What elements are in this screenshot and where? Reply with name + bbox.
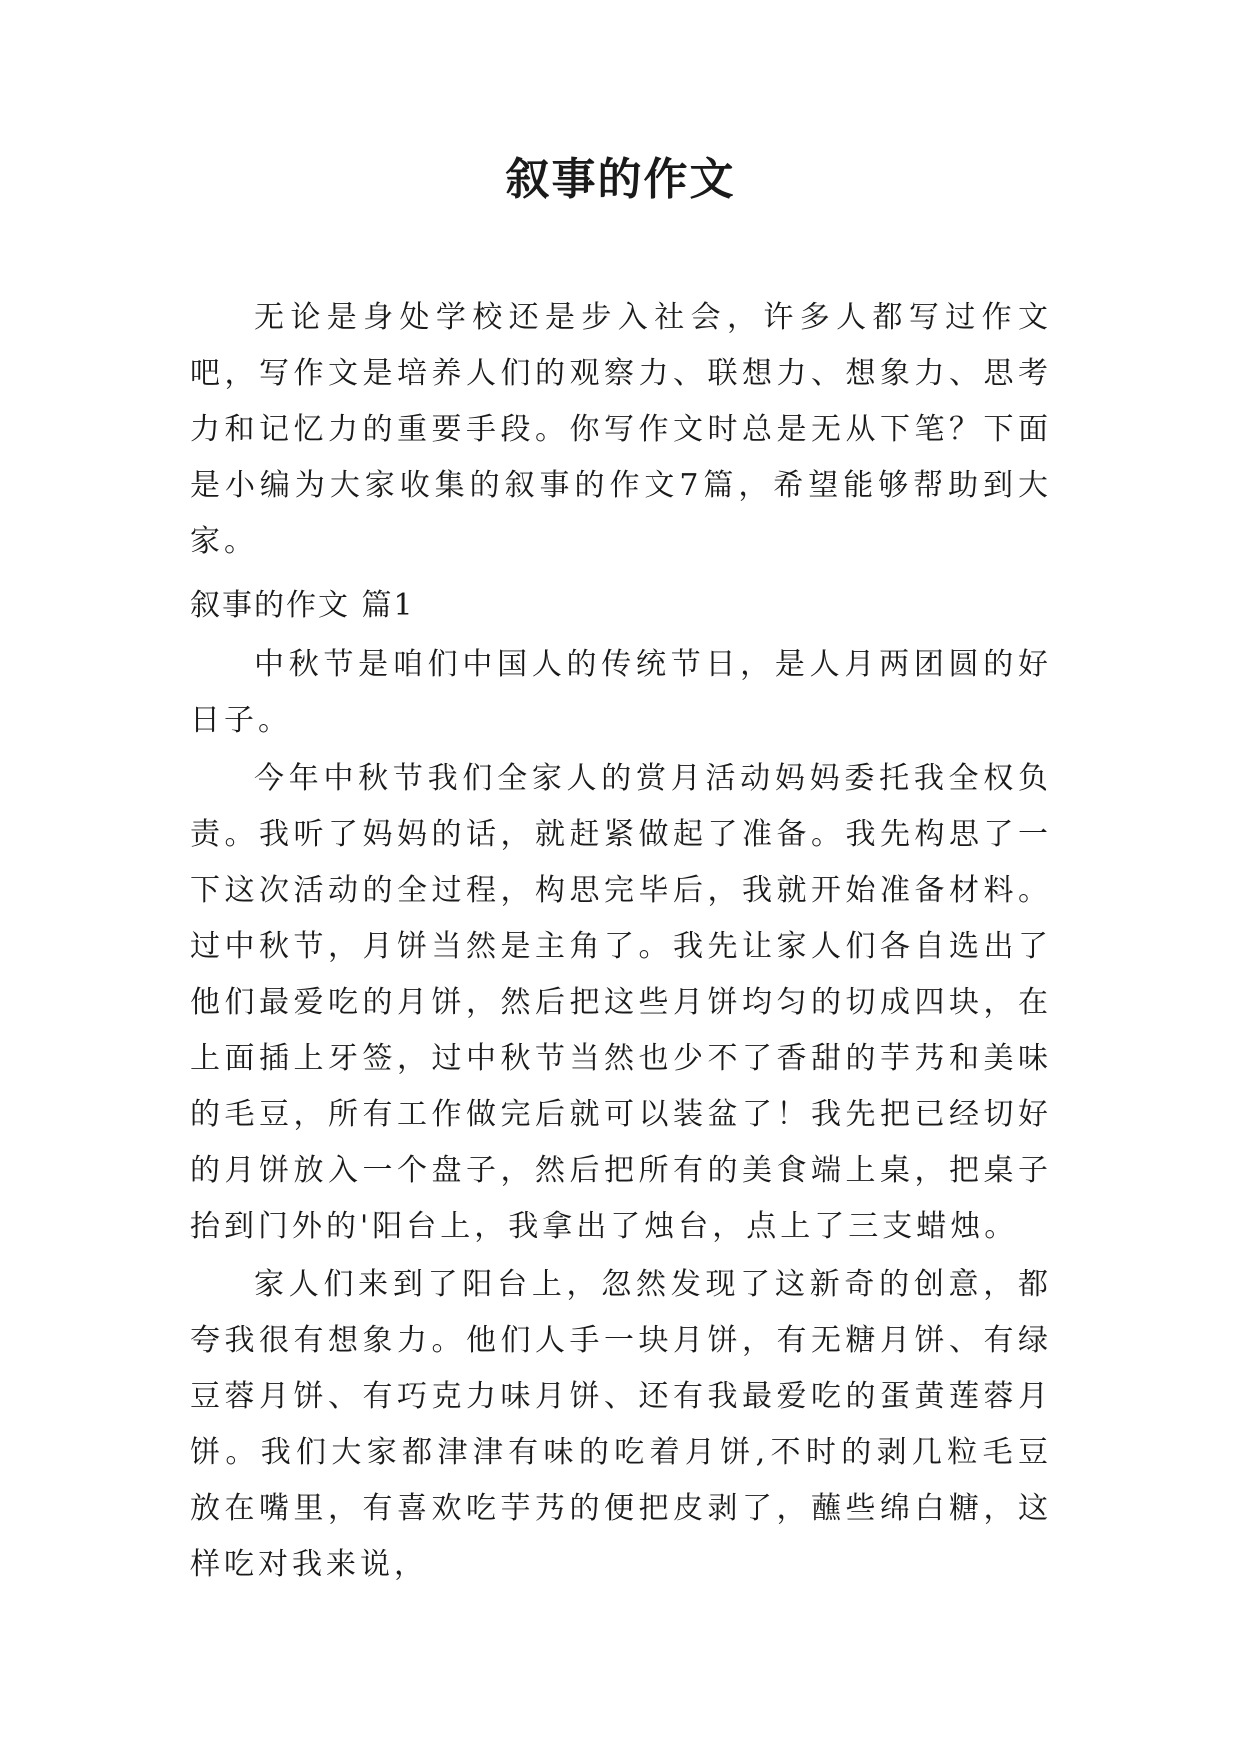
body-paragraph: 今年中秋节我们全家人的赏月活动妈妈委托我全权负责。我听了妈妈的话，就赶紧做起了准备。我先构思了一下这次活动的全过程，构思完毕后，我就开始准备材料。过中秋节，月饼当然是主角了。我先让家人们各自选出了他们最爱吃的月饼，然后把这些月饼均匀的切成四块，在上面插上牙签，过中秋节当然也少不了香甜的芋艿和美味的毛豆，所有工作做完后就可以装盆了！我先把已经切好的月饼放入一个盘子，然后把所有的美食端上桌，把桌子抬到门外的'阳台上，我拿出了烛台，点上了三支蜡烛。 bbox=[190, 761, 1052, 1244]
intro-paragraph: 无论是身处学校还是步入社会，许多人都写过作文吧，写作文是培养人们的观察力、联想力、想象力、思考力和记忆力的重要手段。你写作文时总是无从下笔？下面是小编为大家收集的叙事的作文7篇，希望能够帮助到大家。 bbox=[190, 300, 1052, 559]
section-heading: 叙事的作文 篇1 bbox=[190, 588, 415, 623]
body-paragraph: 中秋节是咱们中国人的传统节日，是人月两团圆的好日子。 bbox=[190, 647, 1052, 738]
document-title: 叙事的作文 bbox=[505, 154, 736, 205]
body-paragraph: 家人们来到了阳台上，忽然发现了这新奇的创意，都夸我很有想象力。他们人手一块月饼，有无糖月饼、有绿豆蓉月饼、有巧克力味月饼、还有我最爱吃的蛋黄莲蓉月饼。我们大家都津津有味的吃着月饼,不时的剥几粒毛豆放在嘴里，有喜欢吃芋艿的便把皮剥了，蘸些绵白糖，这样吃对我来说， bbox=[190, 1267, 1052, 1582]
